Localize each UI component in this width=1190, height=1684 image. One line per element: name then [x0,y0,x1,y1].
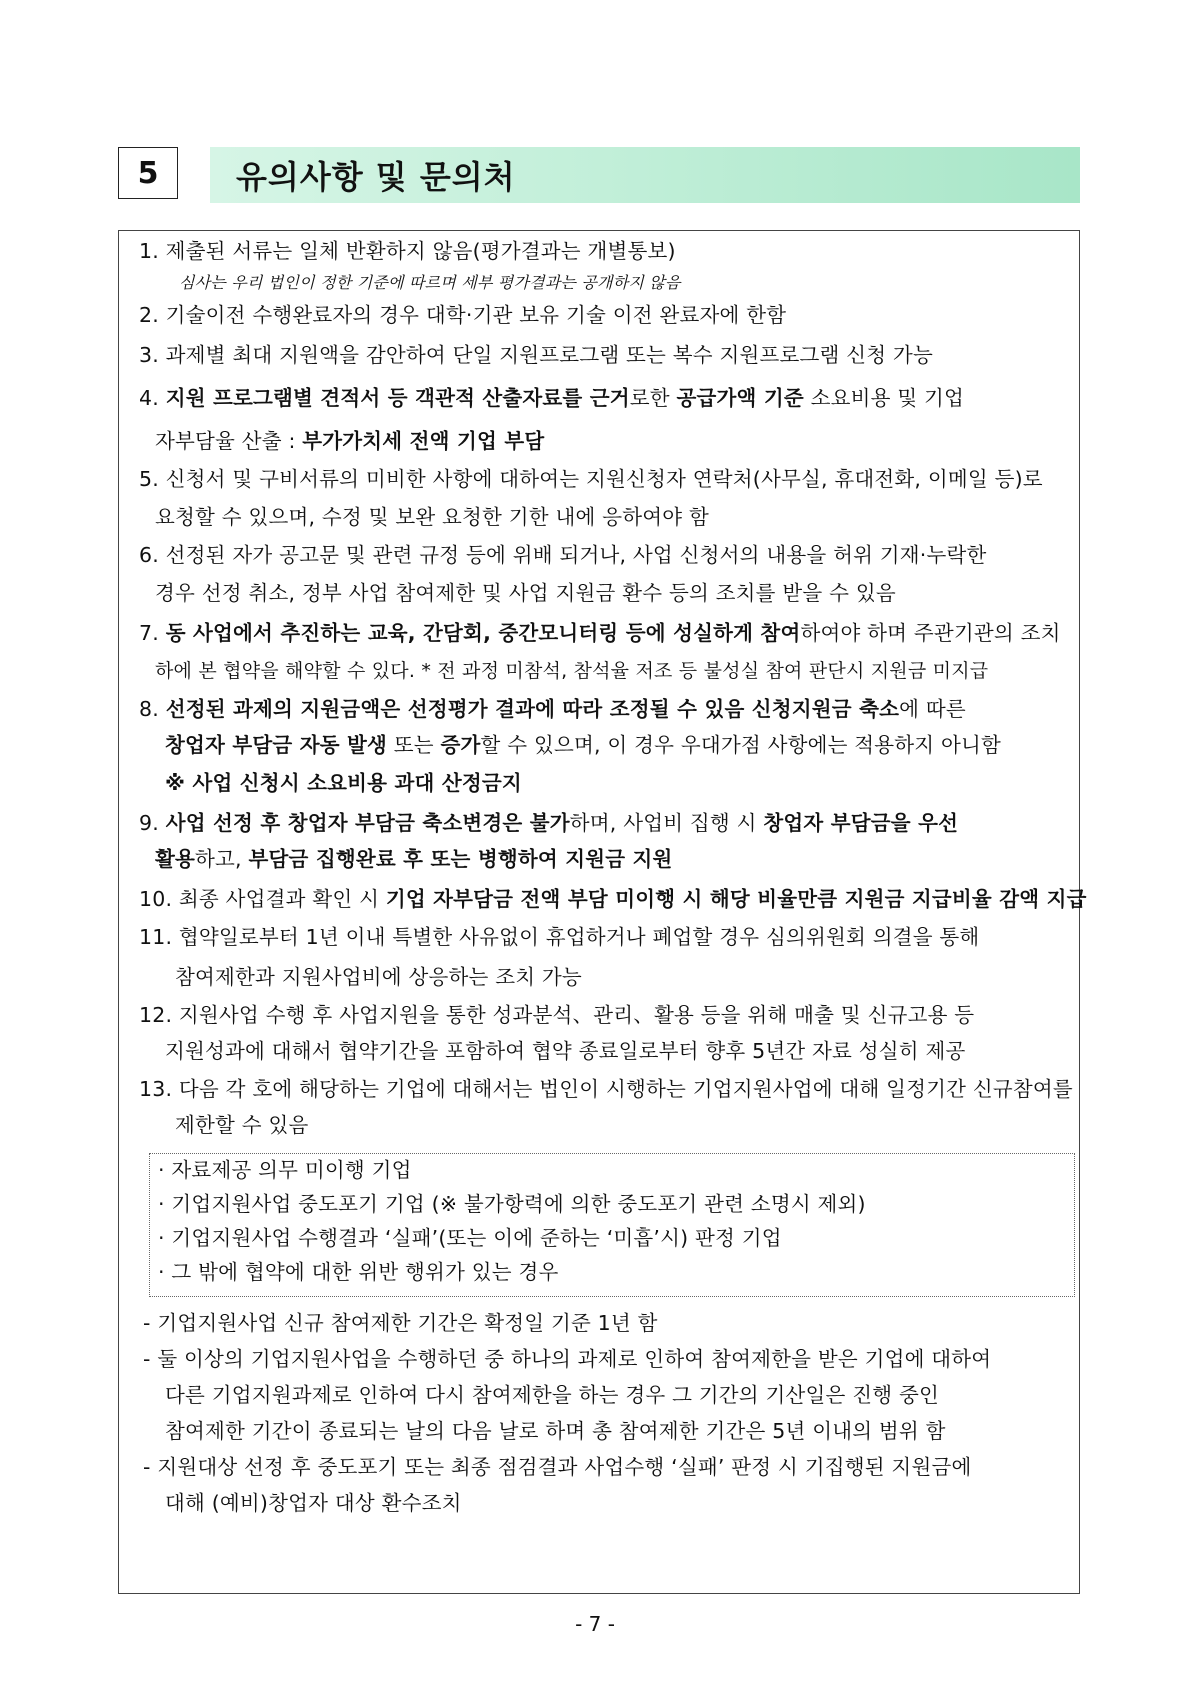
page-number: - 7 - [575,1612,615,1636]
item-4-line1: 4. 지원 프로그램별 견적서 등 객관적 산출자료를 근거로한 공급가액 기준 소요비용 및 기업 [139,386,965,410]
note-1: - 기업지원사업 신규 참여제한 기간은 확정일 기준 1년 함 [143,1311,658,1335]
item-11-line2: 참여제한과 지원사업비에 상응하는 조치 가능 [175,965,582,989]
item-13-line2: 제한할 수 있음 [175,1113,309,1137]
notice-box [118,230,1087,1594]
restriction-list-box [149,1153,1075,1297]
item-1: 1. 제출된 서류는 일체 반환하지 않음(평가결과는 개별통보) [139,239,676,263]
item-11-line1: 11. 협약일로부터 1년 이내 특별한 사유없이 휴업하거나 폐업할 경우 심의위원회 의결을 통해 [139,925,980,949]
note-3-line2: 대해 (예비)창업자 대상 환수조치 [165,1491,462,1515]
item-7-line2: 하에 본 협약을 해약할 수 있다. * 전 과정 미참석, 참석율 저조 등 불성실 참여 판단시 지원금 미지급 [155,660,989,682]
item-10: 10. 최종 사업결과 확인 시 기업 자부담금 전액 부담 미이행 시 해당 비율만큼 지원금 지급비율 감액 지급 [139,887,1087,911]
item-8-line2: 창업자 부담금 자동 발생 또는 증가할 수 있으며, 이 경우 우대가점 사항에는 적용하지 아니함 [165,733,1002,757]
item-2: 2. 기술이전 수행완료자의 경우 대학·기관 보유 기술 이전 완료자에 한함 [139,303,787,327]
item-8-warning: ※ 사업 신청시 소요비용 과대 산정금지 [165,771,522,795]
item-9-line2: 활용하고, 부담금 집행완료 후 또는 병행하여 지원금 지원 [155,847,673,871]
note-2-line1: - 둘 이상의 기업지원사업을 수행하던 중 하나의 과제로 인하여 참여제한을 받은 기업에 대하여 [143,1347,992,1371]
restriction-item: · 기업지원사업 중도포기 기업 (※ 불가항력에 의한 중도포기 관련 소명시 제외) [158,1192,866,1216]
section-title: 유의사항 및 문의처 [210,147,1080,203]
note-3-line1: - 지원대상 선정 후 중도포기 또는 최종 점검결과 사업수행 ‘실패’ 판정 시 기집행된 지원금에 [143,1455,972,1479]
item-12-line2: 지원성과에 대해서 협약기간을 포함하여 협약 종료일로부터 향후 5년간 자료 성실히 제공 [165,1039,966,1063]
restriction-item: · 자료제공 의무 미이행 기업 [158,1158,412,1182]
item-13-line1: 13. 다음 각 호에 해당하는 기업에 대해서는 법인이 시행하는 기업지원사업에 대해 일정기간 신규참여를 [139,1077,1073,1101]
item-3: 3. 과제별 최대 지원액을 감안하여 단일 지원프로그램 또는 복수 지원프로그램 신청 가능 [139,343,933,367]
section-number: 5 [118,147,178,199]
item-4-line2: 자부담율 산출 : 부가가치세 전액 기업 부담 [155,429,545,453]
item-5-line2: 요청할 수 있으며, 수정 및 보완 요청한 기한 내에 응하여야 함 [155,505,709,529]
item-8-line1: 8. 선정된 과제의 지원금액은 선정평가 결과에 따라 조정될 수 있음 신청지원금 축소에 따른 [139,697,966,721]
item-1-note: 심사는 우리 법인이 정한 기준에 따르며 세부 평가결과는 공개하지 않음 [179,273,681,292]
restriction-item: · 기업지원사업 수행결과 ‘실패’(또는 이에 준하는 ‘미흡’시) 판정 기업 [158,1226,782,1250]
item-9-line1: 9. 사업 선정 후 창업자 부담금 축소변경은 불가하며, 사업비 집행 시 창업자 부담금을 우선 [139,811,959,835]
item-5-line1: 5. 신청서 및 구비서류의 미비한 사항에 대하여는 지원신청자 연락처(사무실, 휴대전화, 이메일 등)로 [139,467,1043,491]
item-6-line1: 6. 선정된 자가 공고문 및 관련 규정 등에 위배 되거나, 사업 신청서의 내용을 허위 기재·누락한 [139,543,987,567]
item-6-line2: 경우 선정 취소, 정부 사업 참여제한 및 사업 지원금 환수 등의 조치를 받을 수 있음 [155,581,896,605]
note-2-line3: 참여제한 기간이 종료되는 날의 다음 날로 하며 총 참여제한 기간은 5년 이내의 범위 함 [165,1419,946,1443]
restriction-item: · 그 밖에 협약에 대한 위반 행위가 있는 경우 [158,1260,559,1284]
note-2-line2: 다른 기업지원과제로 인하여 다시 참여제한을 하는 경우 그 기간의 기산일은 진행 중인 [165,1383,939,1407]
item-12-line1: 12. 지원사업 수행 후 사업지원을 통한 성과분석、관리、활용 등을 위해 매출 및 신규고용 등 [139,1003,975,1027]
section-header [118,147,1080,203]
item-7-line1: 7. 동 사업에서 추진하는 교육, 간담회, 중간모니터링 등에 성실하게 참여하여야 하며 주관기관의 조치 [139,621,1061,645]
